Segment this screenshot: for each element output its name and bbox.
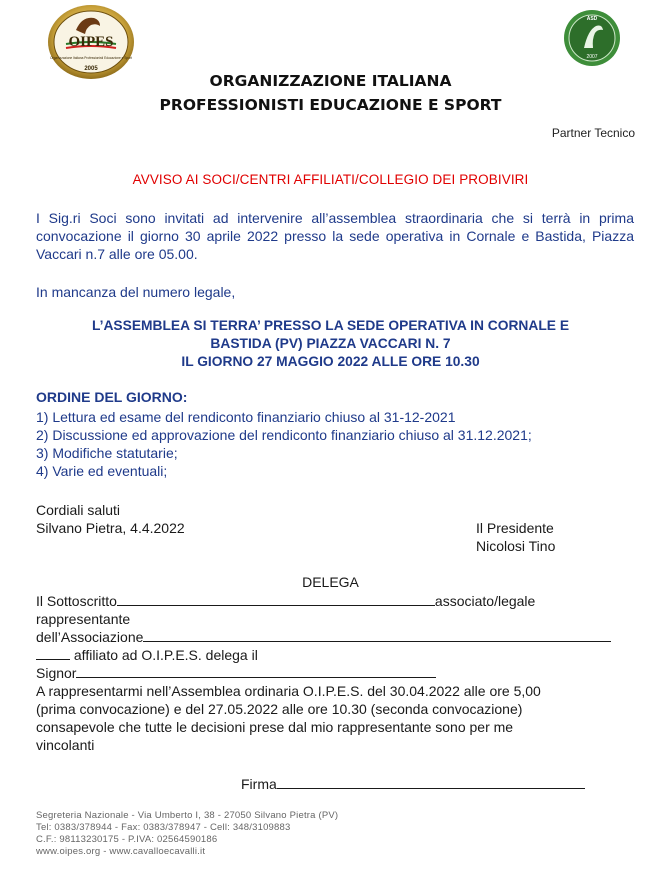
oipes-logo-year: 2005 bbox=[84, 66, 98, 72]
president-title: Il Presidente bbox=[476, 520, 554, 536]
delega-sottoscritto-label: Il Sottoscritto bbox=[36, 593, 117, 609]
notice-title: AVVISO AI SOCI/CENTRI AFFILIATI/COLLEGIO DEI PROBIVIRI bbox=[132, 172, 529, 187]
delega-line-4 bbox=[36, 646, 258, 664]
footer-websites: www.oipes.org - www.cavalloecavalli.it bbox=[36, 846, 206, 857]
associazione-field[interactable] bbox=[143, 628, 611, 642]
delega-line-3 bbox=[36, 628, 611, 646]
delega-line-6: A rappresentarmi nell’Assemblea ordinaria O.I.P.E.S. del 30.04.2022 alle ore 5,00 bbox=[36, 683, 541, 699]
delega-line-7: (prima convocazione) e del 27.05.2022 alle ore 10.30 (seconda convocazione) bbox=[36, 701, 523, 717]
associazione-field-cont[interactable] bbox=[36, 646, 70, 660]
assembly-line: BASTIDA (PV) PIAZZA VACCARI N. 7 bbox=[210, 336, 451, 351]
oipes-logo-subtext: Organizzazione Italiana Professionisti Educazione e Sport bbox=[50, 56, 132, 60]
president-signature bbox=[476, 519, 555, 555]
closing-greeting: Cordiali saluti bbox=[36, 502, 121, 518]
delega-line-8: consapevole che tutte le decisioni prese dal mio rappresentante sono per me bbox=[36, 719, 514, 735]
notice-paragraph: I Sig.ri Soci sono invitati ad intervenire all’assemblea straordinaria che si terrà in prima convocazione il giorno 30 aprile 2022 presso la sede operativa in Cornale e Bastida, Piazza Vaccari n.7 alle ore 05.00. bbox=[36, 210, 634, 262]
org-title-line2: PROFESSIONISTI EDUCAZIONE E SPORT bbox=[159, 96, 502, 114]
partner-logo bbox=[562, 6, 622, 70]
partner-label: Partner Tecnico bbox=[551, 126, 635, 140]
agenda-item: 3) Modifiche statutarie; bbox=[36, 445, 178, 461]
sottoscritto-field[interactable] bbox=[117, 592, 435, 606]
agenda-item: 4) Varie ed eventuali; bbox=[36, 463, 168, 479]
footer-contacts bbox=[36, 810, 338, 858]
delega-line-9: vincolanti bbox=[36, 737, 95, 753]
delega-line-5 bbox=[36, 664, 436, 682]
delega-line-1 bbox=[36, 592, 535, 610]
partner-logo-year: 2007 bbox=[586, 54, 598, 60]
place-date: Silvano Pietra, 4.4.2022 bbox=[36, 520, 185, 536]
footer-phones: Tel: 0383/378944 - Fax: 0383/378947 - Cell: 348/3109883 bbox=[36, 822, 291, 833]
president-name: Nicolosi Tino bbox=[476, 538, 556, 554]
org-title-line1: ORGANIZZAZIONE ITALIANA bbox=[209, 72, 452, 90]
delega-line-2: rappresentante bbox=[36, 611, 131, 627]
agenda-item: 1) Lettura ed esame del rendiconto finanziario chiuso al 31-12-2021 bbox=[36, 409, 456, 425]
firma-label: Firma bbox=[241, 776, 277, 792]
agenda-item: 2) Discussione ed approvazione del rendiconto finanziario chiuso al 31.12.2021; bbox=[36, 427, 532, 443]
firma-line bbox=[241, 775, 585, 793]
assembly-announcement bbox=[0, 317, 661, 371]
delega-signor-label: Signor bbox=[36, 665, 77, 681]
footer-tax-ids: C.F.: 98113230175 - P.IVA: 02564590186 bbox=[36, 834, 218, 845]
delega-title: DELEGA bbox=[302, 574, 359, 590]
firma-field[interactable] bbox=[277, 775, 585, 789]
notice-quorum-line: In mancanza del numero legale, bbox=[36, 284, 236, 300]
partner-logo-text: ASD bbox=[586, 16, 598, 22]
assembly-line: IL GIORNO 27 MAGGIO 2022 ALLE ORE 10.30 bbox=[181, 354, 480, 369]
agenda-list bbox=[36, 408, 532, 480]
delega-associazione-label: dell’Associazione bbox=[36, 629, 144, 645]
oipes-logo-text: OIPES bbox=[68, 34, 114, 50]
delega-role-label: associato/legale bbox=[434, 593, 536, 609]
footer-address: Segreteria Nazionale - Via Umberto I, 38 - 27050 Silvano Pietra (PV) bbox=[36, 810, 339, 821]
agenda-title: ORDINE DEL GIORNO: bbox=[36, 389, 188, 405]
signor-field[interactable] bbox=[76, 664, 436, 678]
delega-affiliato-label: affiliato ad O.I.P.E.S. delega il bbox=[73, 647, 258, 663]
assembly-line: L’ASSEMBLEA SI TERRA’ PRESSO LA SEDE OPERATIVA IN CORNALE E bbox=[91, 318, 570, 333]
